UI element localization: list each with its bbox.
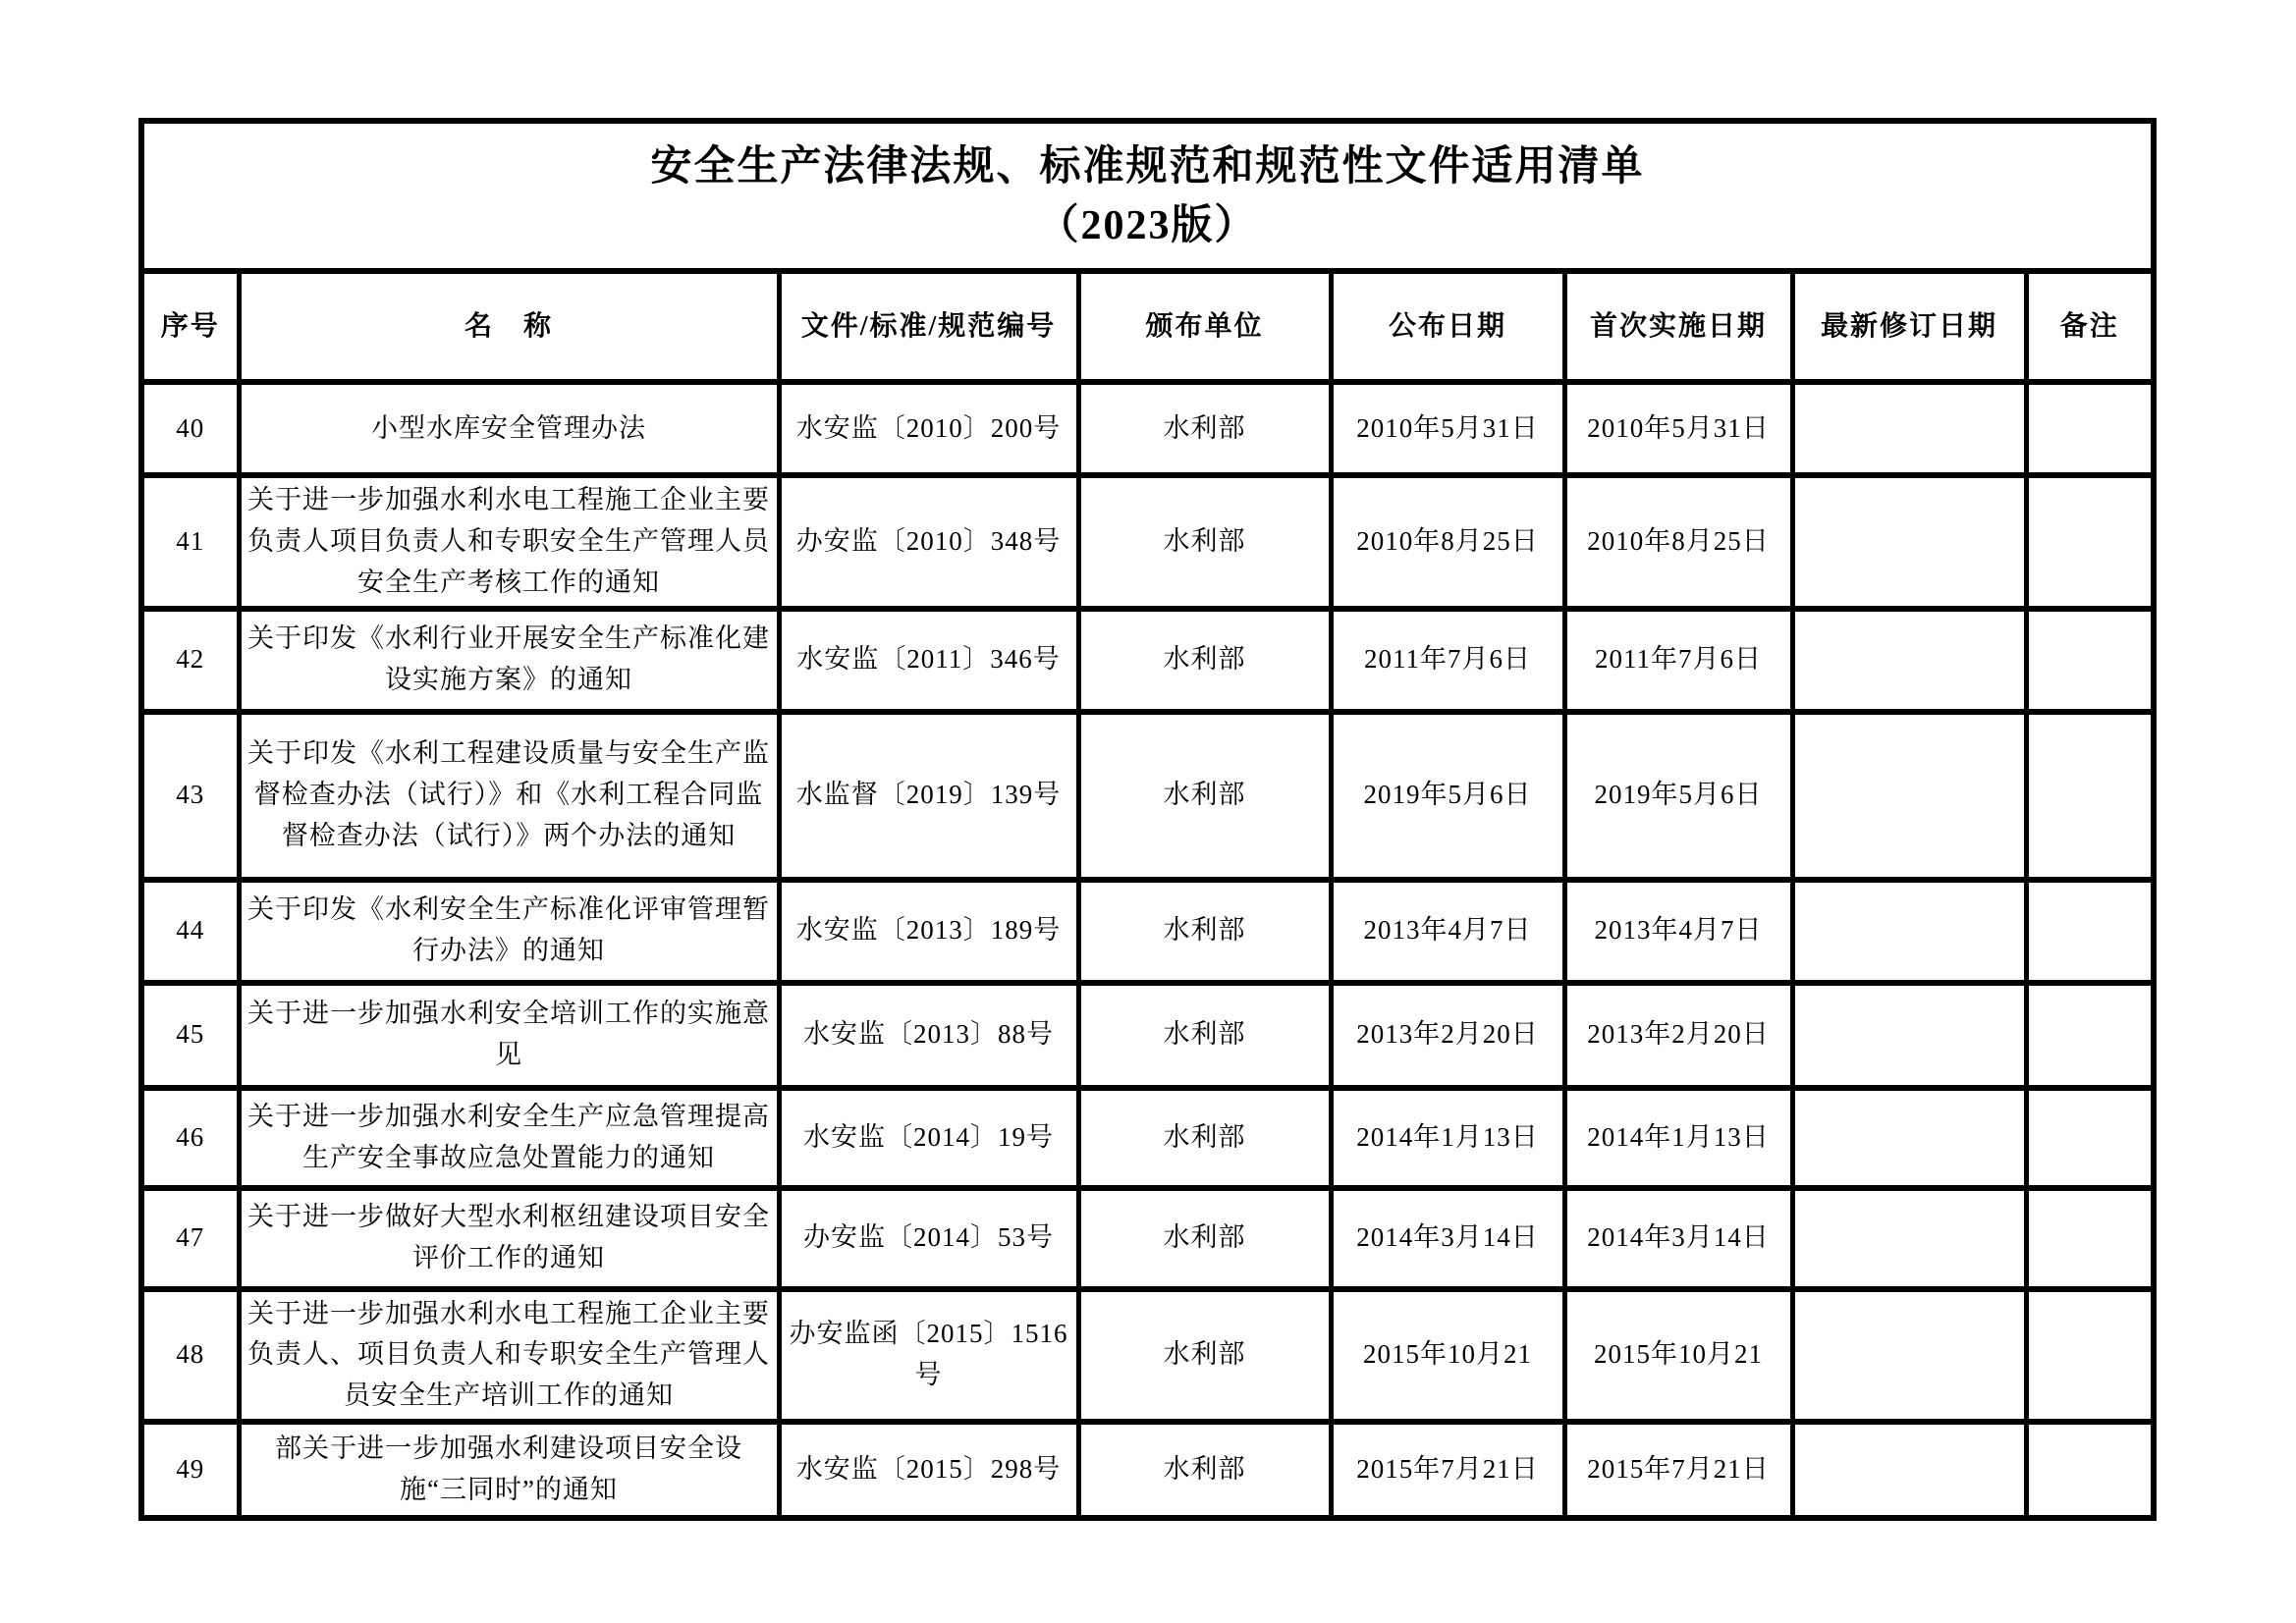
cell-no: 40: [141, 382, 239, 475]
cell-publish-date: 2013年2月20日: [1331, 983, 1564, 1088]
cell-remark: [2026, 609, 2154, 712]
cell-publish-date: 2010年5月31日: [1331, 382, 1564, 475]
cell-no: 48: [141, 1289, 239, 1423]
cell-publish-date: 2010年8月25日: [1331, 475, 1564, 609]
cell-remark: [2026, 475, 2154, 609]
cell-doc-no: 水安监〔2015〕298号: [779, 1422, 1078, 1518]
cell-name: 关于印发《水利工程建设质量与安全生产监督检查办法（试行）》和《水利工程合同监督检查办法（试行）》两个办法的通知: [239, 712, 779, 880]
table-row: [141, 983, 2154, 1088]
cell-issuer: 水利部: [1078, 609, 1331, 712]
cell-remark: [2026, 1289, 2154, 1423]
cell-revision-date: [1792, 609, 2026, 712]
cell-issuer: 水利部: [1078, 712, 1331, 880]
col-header-issuer: 颁布单位: [1078, 271, 1331, 382]
cell-name: 关于进一步做好大型水利枢纽建设项目安全评价工作的通知: [239, 1188, 779, 1289]
cell-issuer: 水利部: [1078, 880, 1331, 983]
title-row: [141, 121, 2154, 271]
cell-no: 46: [141, 1088, 239, 1188]
cell-no: 47: [141, 1188, 239, 1289]
cell-doc-no: 办安监函〔2015〕1516号: [779, 1289, 1078, 1423]
cell-name: 关于印发《水利行业开展安全生产标准化建设实施方案》的通知: [239, 609, 779, 712]
cell-issuer: 水利部: [1078, 382, 1331, 475]
cell-name: 关于进一步加强水利水电工程施工企业主要负责人项目负责人和专职安全生产管理人员安全生产考核工作的通知: [239, 475, 779, 609]
cell-issuer: 水利部: [1078, 1422, 1331, 1518]
col-header-doc-no: 文件/标准/规范编号: [779, 271, 1078, 382]
cell-first-impl-date: 2014年1月13日: [1564, 1088, 1792, 1188]
cell-publish-date: 2013年4月7日: [1331, 880, 1564, 983]
cell-first-impl-date: 2011年7月6日: [1564, 609, 1792, 712]
cell-remark: [2026, 1422, 2154, 1518]
cell-issuer: 水利部: [1078, 475, 1331, 609]
cell-doc-no: 水安监〔2013〕88号: [779, 983, 1078, 1088]
cell-revision-date: [1792, 880, 2026, 983]
col-header-first-impl-date: 首次实施日期: [1564, 271, 1792, 382]
cell-revision-date: [1792, 1088, 2026, 1188]
cell-revision-date: [1792, 983, 2026, 1088]
cell-no: 41: [141, 475, 239, 609]
cell-no: 49: [141, 1422, 239, 1518]
table-row: [141, 475, 2154, 609]
cell-name: 关于进一步加强水利安全培训工作的实施意见: [239, 983, 779, 1088]
cell-issuer: 水利部: [1078, 1088, 1331, 1188]
table-title-cell: [141, 121, 2154, 271]
page-title-version: （2023版）: [1037, 202, 1258, 248]
col-header-name: 名 称: [239, 271, 779, 382]
cell-first-impl-date: 2015年7月21日: [1564, 1422, 1792, 1518]
page-title: 安全生产法律法规、标准规范和规范性文件适用清单: [650, 143, 1645, 189]
cell-name: 关于进一步加强水利安全生产应急管理提高生产安全事故应急处置能力的通知: [239, 1088, 779, 1188]
cell-doc-no: 办安监〔2010〕348号: [779, 475, 1078, 609]
cell-first-impl-date: 2010年5月31日: [1564, 382, 1792, 475]
cell-revision-date: [1792, 712, 2026, 880]
cell-issuer: 水利部: [1078, 983, 1331, 1088]
cell-remark: [2026, 983, 2154, 1088]
cell-publish-date: 2019年5月6日: [1331, 712, 1564, 880]
cell-revision-date: [1792, 382, 2026, 475]
cell-publish-date: 2014年1月13日: [1331, 1088, 1564, 1188]
cell-no: 43: [141, 712, 239, 880]
cell-issuer: 水利部: [1078, 1188, 1331, 1289]
table-row: [141, 1088, 2154, 1188]
cell-revision-date: [1792, 475, 2026, 609]
cell-doc-no: 办安监〔2014〕53号: [779, 1188, 1078, 1289]
cell-name: 关于印发《水利安全生产标准化评审管理暂行办法》的通知: [239, 880, 779, 983]
col-header-remark: 备注: [2026, 271, 2154, 382]
table-row: [141, 1289, 2154, 1423]
cell-publish-date: 2014年3月14日: [1331, 1188, 1564, 1289]
cell-name: 小型水库安全管理办法: [239, 382, 779, 475]
col-header-revision-date: 最新修订日期: [1792, 271, 2026, 382]
cell-first-impl-date: 2014年3月14日: [1564, 1188, 1792, 1289]
col-header-no: 序号: [141, 271, 239, 382]
cell-issuer: 水利部: [1078, 1289, 1331, 1423]
table-row: [141, 609, 2154, 712]
cell-remark: [2026, 1088, 2154, 1188]
cell-name: 关于进一步加强水利水电工程施工企业主要负责人、项目负责人和专职安全生产管理人员安全生产培训工作的通知: [239, 1289, 779, 1423]
table-row: [141, 382, 2154, 475]
cell-doc-no: 水安监〔2010〕200号: [779, 382, 1078, 475]
col-header-publish-date: 公布日期: [1331, 271, 1564, 382]
cell-doc-no: 水安监〔2014〕19号: [779, 1088, 1078, 1188]
cell-name: 部关于进一步加强水利建设项目安全设施“三同时”的通知: [239, 1422, 779, 1518]
cell-remark: [2026, 382, 2154, 475]
table-row: [141, 1188, 2154, 1289]
cell-first-impl-date: 2013年2月20日: [1564, 983, 1792, 1088]
cell-remark: [2026, 880, 2154, 983]
cell-first-impl-date: 2010年8月25日: [1564, 475, 1792, 609]
cell-remark: [2026, 1188, 2154, 1289]
cell-no: 45: [141, 983, 239, 1088]
cell-publish-date: 2015年7月21日: [1331, 1422, 1564, 1518]
cell-first-impl-date: 2013年4月7日: [1564, 880, 1792, 983]
table-row: [141, 1422, 2154, 1518]
cell-first-impl-date: 2019年5月6日: [1564, 712, 1792, 880]
cell-no: 44: [141, 880, 239, 983]
cell-revision-date: [1792, 1289, 2026, 1423]
cell-remark: [2026, 712, 2154, 880]
cell-doc-no: 水安监〔2011〕346号: [779, 609, 1078, 712]
regulations-table: [138, 118, 2157, 1521]
cell-doc-no: 水监督〔2019〕139号: [779, 712, 1078, 880]
cell-first-impl-date: 2015年10月21: [1564, 1289, 1792, 1423]
table-row: [141, 880, 2154, 983]
cell-publish-date: 2015年10月21: [1331, 1289, 1564, 1423]
cell-revision-date: [1792, 1422, 2026, 1518]
cell-no: 42: [141, 609, 239, 712]
cell-doc-no: 水安监〔2013〕189号: [779, 880, 1078, 983]
cell-revision-date: [1792, 1188, 2026, 1289]
cell-publish-date: 2011年7月6日: [1331, 609, 1564, 712]
table-row: [141, 712, 2154, 880]
table-header-row: [141, 271, 2154, 382]
